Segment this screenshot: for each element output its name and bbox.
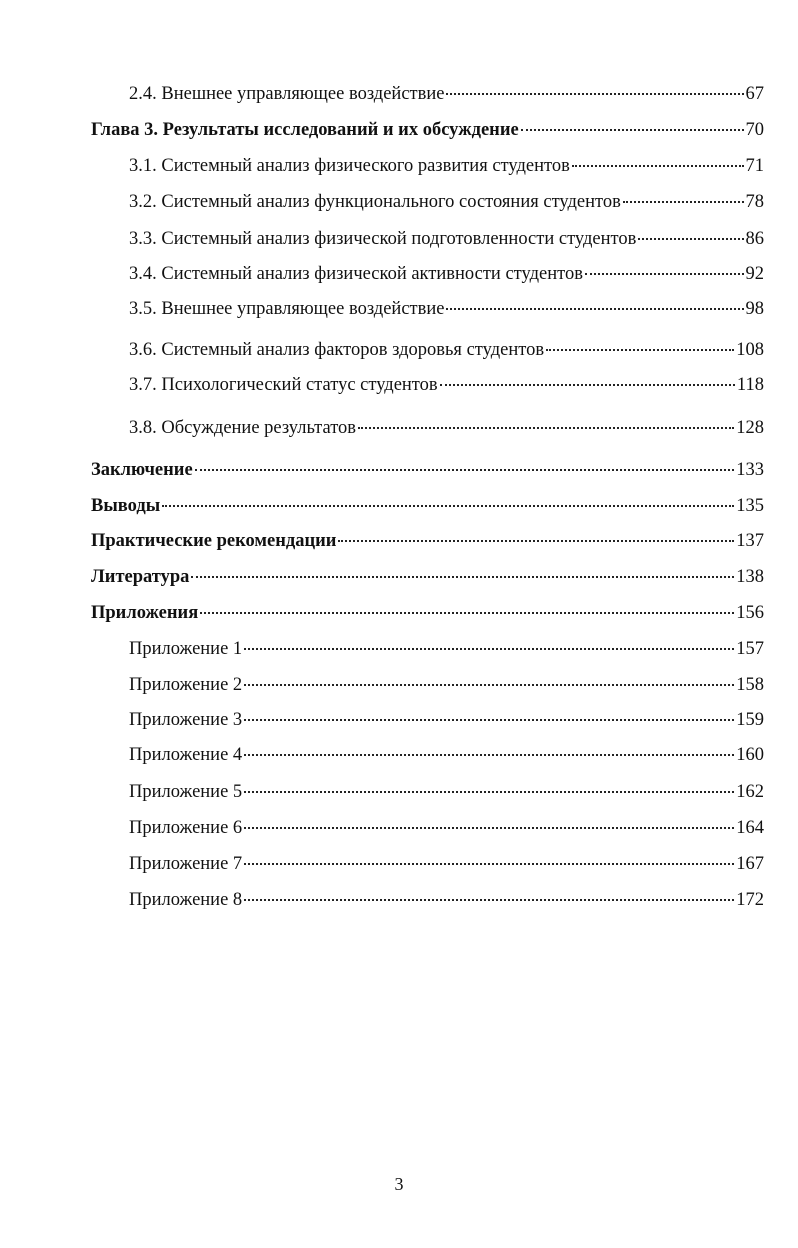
toc-chapter-entry	[91, 118, 764, 142]
toc-entry-title: Приложение 3	[129, 710, 243, 730]
toc-entry	[129, 154, 764, 178]
toc-entry-title: 3.4. Системный анализ физической активности студентов	[129, 264, 583, 284]
page-number: 3	[394, 1174, 404, 1194]
toc-entry	[129, 708, 764, 732]
dot-leader	[338, 540, 734, 542]
toc-entry	[129, 888, 764, 912]
dot-leader	[358, 427, 734, 429]
toc-entry-page: 158	[736, 675, 764, 695]
toc-entry-title: 2.4. Внешнее управляющее воздействие	[129, 84, 445, 104]
toc-entry	[129, 780, 764, 804]
toc-entry-title: Приложение 2	[129, 675, 243, 695]
toc-entry-title: Глава 3. Результаты исследований и их обсуждение	[91, 120, 519, 140]
dot-leader	[195, 469, 735, 471]
toc-entry-page: 67	[745, 84, 764, 104]
dot-leader	[440, 384, 735, 386]
toc-entry-page: 160	[736, 745, 764, 765]
dot-leader	[200, 612, 734, 614]
toc-entry	[129, 852, 764, 876]
dot-leader	[244, 684, 734, 686]
toc-entry-title: Литература	[91, 567, 190, 587]
toc-entry-title: 3.1. Системный анализ физического развития студентов	[129, 156, 570, 176]
toc-entry	[129, 190, 764, 214]
toc-chapter-entry	[91, 494, 764, 518]
toc-chapter-entry	[91, 565, 764, 589]
toc-entry-title: Приложение 7	[129, 854, 243, 874]
toc-entry-title: Приложение 4	[129, 745, 243, 765]
toc-chapter-entry	[91, 601, 764, 625]
toc-entry	[129, 637, 764, 661]
toc-entry-page: 71	[745, 156, 764, 176]
toc-entry-page: 159	[736, 710, 764, 730]
dot-leader	[623, 201, 744, 203]
dot-leader	[244, 648, 734, 650]
toc-entry-title: 3.5. Внешнее управляющее воздействие	[129, 299, 445, 319]
toc-entry-page: 133	[736, 460, 764, 480]
toc-entry-page: 118	[736, 375, 764, 395]
toc-entry-page: 98	[745, 299, 764, 319]
toc-entry	[129, 297, 764, 321]
dot-leader	[162, 505, 734, 507]
dot-leader	[546, 349, 734, 351]
toc-entry-page: 137	[736, 531, 764, 551]
toc-entry-title: Выводы	[91, 496, 161, 516]
toc-entry-title: Приложения	[91, 603, 199, 623]
toc-entry-page: 164	[736, 818, 764, 838]
toc-entry	[129, 262, 764, 286]
dot-leader	[191, 576, 734, 578]
dot-leader	[446, 93, 743, 95]
dot-leader	[244, 719, 734, 721]
toc-entry-title: Приложение 8	[129, 890, 243, 910]
dot-leader	[244, 791, 734, 793]
toc-entry-page: 167	[736, 854, 764, 874]
toc-entry-title: 3.8. Обсуждение результатов	[129, 418, 357, 438]
toc-entry-title: Приложение 1	[129, 639, 243, 659]
toc-entry	[129, 743, 764, 767]
toc-entry-page: 135	[736, 496, 764, 516]
dot-leader	[585, 273, 744, 275]
toc-entry-page: 157	[736, 639, 764, 659]
dot-leader	[244, 827, 734, 829]
toc-entry-title: Практические рекомендации	[91, 531, 337, 551]
dot-leader	[244, 754, 734, 756]
toc-entry	[129, 816, 764, 840]
toc-entry	[129, 416, 764, 440]
dot-leader	[446, 308, 743, 310]
toc-chapter-entry	[91, 458, 764, 482]
toc-entry-page: 156	[736, 603, 764, 623]
toc-entry-page: 172	[736, 890, 764, 910]
toc-entry-page: 92	[745, 264, 764, 284]
toc-entry	[129, 82, 764, 106]
toc-entry-page: 138	[736, 567, 764, 587]
toc-entry-title: 3.3. Системный анализ физической подготовленности студентов	[129, 229, 637, 249]
dot-leader	[638, 238, 743, 240]
toc-entry-page: 108	[736, 340, 764, 360]
toc-entry-title: Приложение 6	[129, 818, 243, 838]
toc-entry-page: 128	[736, 418, 764, 438]
toc-entry	[129, 373, 764, 397]
toc-entry-title: Заключение	[91, 460, 193, 480]
toc-chapter-entry	[91, 529, 764, 553]
dot-leader	[521, 129, 744, 131]
toc-entry-title: Приложение 5	[129, 782, 243, 802]
toc-entry	[129, 673, 764, 697]
toc-entry-page: 70	[745, 120, 764, 140]
toc-entry	[129, 338, 764, 362]
toc-entry-title: 3.7. Психологический статус студентов	[129, 375, 438, 395]
toc-entry-page: 86	[745, 229, 764, 249]
toc-entry-page: 162	[736, 782, 764, 802]
toc-entry-title: 3.6. Системный анализ факторов здоровья студентов	[129, 340, 545, 360]
toc-entry-title: 3.2. Системный анализ функционального состояния студентов	[129, 192, 621, 212]
dot-leader	[244, 863, 734, 865]
dot-leader	[572, 165, 744, 167]
dot-leader	[244, 899, 734, 901]
toc-entry-page: 78	[745, 192, 764, 212]
toc-entry	[129, 227, 764, 251]
